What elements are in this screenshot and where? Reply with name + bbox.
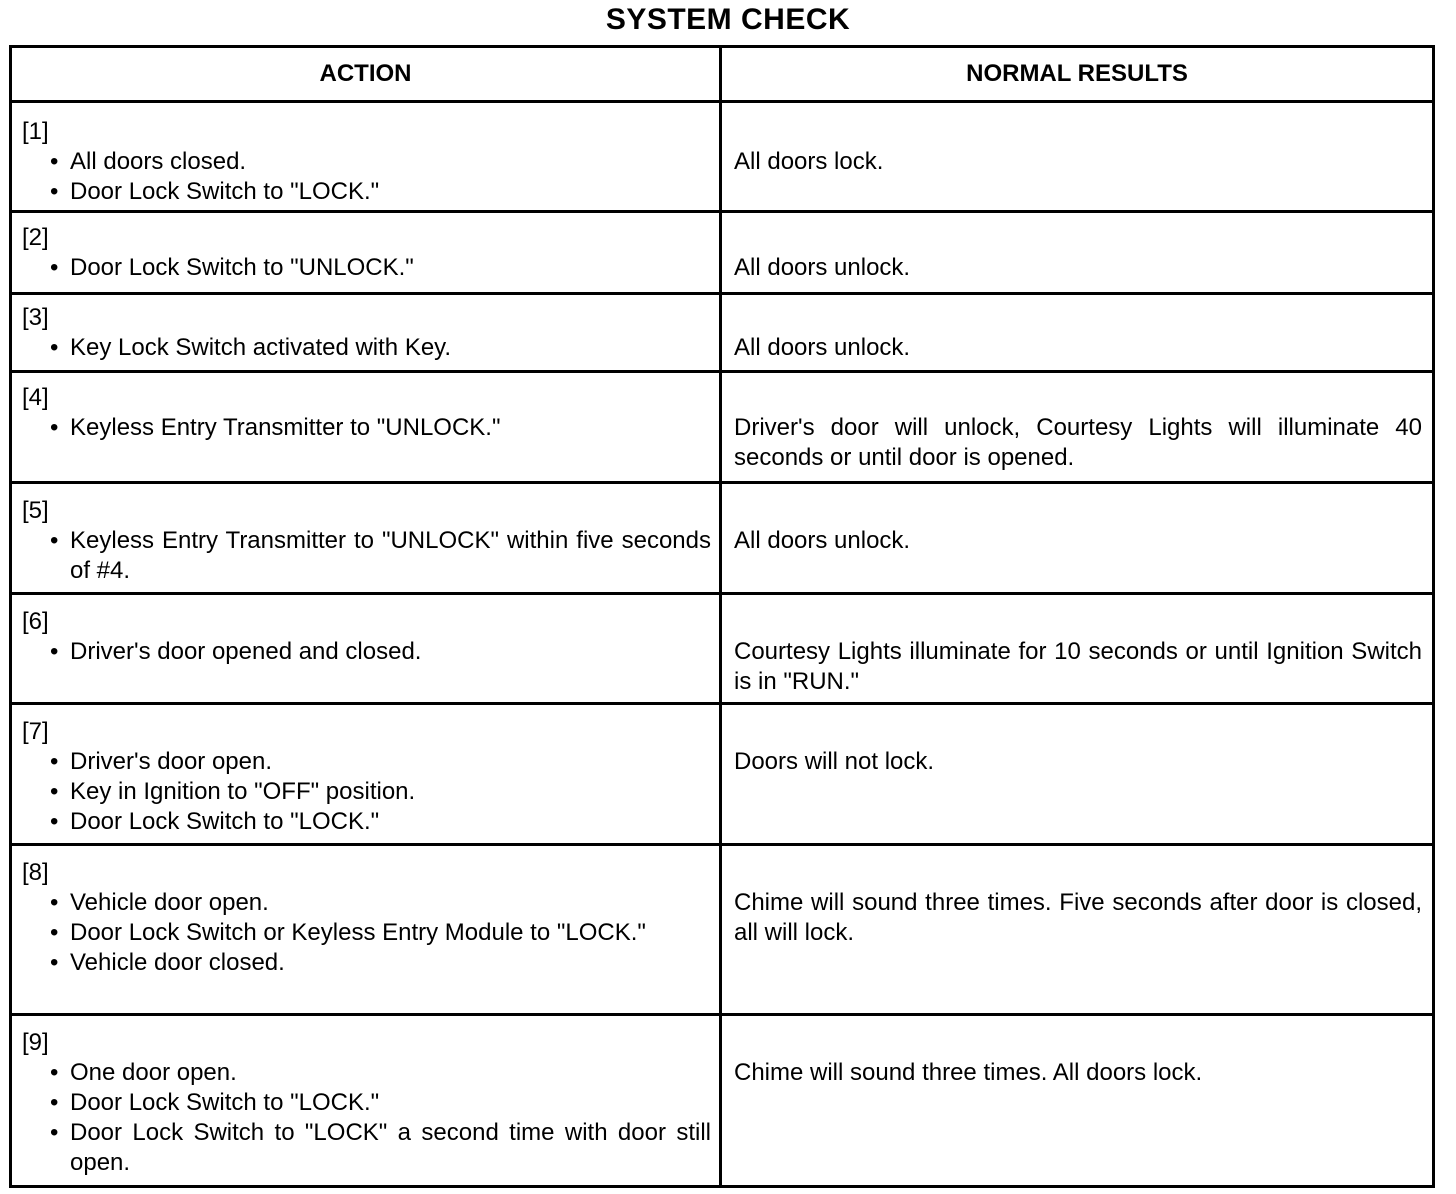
result-text: All doors lock. xyxy=(734,148,884,175)
result-cell xyxy=(722,213,1432,292)
result-cell xyxy=(722,484,1432,592)
action-list xyxy=(22,413,711,443)
action-item: • One door open. xyxy=(70,1058,711,1088)
result-cell xyxy=(722,846,1432,1013)
action-item: • Key Lock Switch activated with Key. xyxy=(70,333,711,363)
action-item: • Keyless Entry Transmitter to "UNLOCK." xyxy=(70,413,711,443)
action-item: • Door Lock Switch to "LOCK." xyxy=(70,177,711,207)
result-cell xyxy=(722,103,1432,210)
result-text: All doors unlock. xyxy=(734,334,911,361)
result-text: Courtesy Lights illuminate for 10 seconds or until Ignition Switch is in "RUN." xyxy=(734,638,1422,695)
action-cell xyxy=(12,705,722,843)
action-item: • Key in Ignition to "OFF" position. xyxy=(70,777,711,807)
result-text: Chime will sound three times. Five seconds after door is closed, all will lock. xyxy=(734,889,1422,946)
result-text: All doors unlock. xyxy=(734,254,911,281)
action-list xyxy=(22,1058,711,1178)
results-column-header: NORMAL RESULTS xyxy=(966,60,1188,87)
step-number: [6] xyxy=(22,608,49,635)
step-number: [8] xyxy=(22,859,49,886)
result-text: All doors unlock. xyxy=(734,527,911,554)
result-cell xyxy=(722,1016,1432,1185)
table-header-row xyxy=(12,48,1432,103)
action-cell xyxy=(12,595,722,702)
table-row xyxy=(12,705,1432,846)
step-number: [5] xyxy=(22,497,49,524)
action-list xyxy=(22,147,711,207)
action-cell xyxy=(12,373,722,481)
result-text: Chime will sound three times. All doors lock. xyxy=(734,1059,1203,1086)
result-text: Driver's door will unlock, Courtesy Lights will illuminate 40 seconds or until door is opened. xyxy=(734,414,1422,471)
action-item: • Door Lock Switch to "LOCK." xyxy=(70,1088,711,1118)
step-number: [1] xyxy=(22,118,49,145)
table-row xyxy=(12,595,1432,705)
result-cell xyxy=(722,705,1432,843)
action-column-header: ACTION xyxy=(12,48,722,100)
step-number: [7] xyxy=(22,718,49,745)
action-item: • All doors closed. xyxy=(70,147,711,177)
step-number: [2] xyxy=(22,224,49,251)
action-cell xyxy=(12,846,722,1013)
action-cell xyxy=(12,103,722,210)
action-item: • Keyless Entry Transmitter to "UNLOCK" within five seconds of #4. xyxy=(70,526,711,586)
action-list xyxy=(22,333,711,363)
table-row xyxy=(12,373,1432,484)
result-cell xyxy=(722,595,1432,702)
table-row xyxy=(12,846,1432,1016)
action-item: • Door Lock Switch to "LOCK" a second time with door still open. xyxy=(70,1118,711,1178)
table-row xyxy=(12,213,1432,295)
result-cell xyxy=(722,295,1432,370)
action-list xyxy=(22,888,711,978)
action-list xyxy=(22,747,711,837)
table-row xyxy=(12,103,1432,213)
action-cell xyxy=(12,484,722,592)
action-item: • Driver's door opened and closed. xyxy=(70,637,711,667)
action-cell xyxy=(12,213,722,292)
page-title: SYSTEM CHECK xyxy=(605,3,851,36)
action-cell xyxy=(12,295,722,370)
result-cell xyxy=(722,373,1432,481)
table-row xyxy=(12,484,1432,595)
action-item: • Driver's door open. xyxy=(70,747,711,777)
action-list xyxy=(22,253,711,283)
action-list xyxy=(22,526,711,586)
table-row xyxy=(12,295,1432,373)
action-item: • Door Lock Switch to "UNLOCK." xyxy=(70,253,711,283)
action-item: • Door Lock Switch or Keyless Entry Module to "LOCK." xyxy=(70,918,711,948)
step-number: [4] xyxy=(22,384,49,411)
step-number: [3] xyxy=(22,304,49,331)
action-item: • Vehicle door open. xyxy=(70,888,711,918)
action-cell xyxy=(12,1016,722,1185)
step-number: [9] xyxy=(22,1029,49,1056)
table-row xyxy=(12,1016,1432,1185)
action-item: • Vehicle door closed. xyxy=(70,948,711,978)
action-list xyxy=(22,637,711,667)
result-text: Doors will not lock. xyxy=(734,748,935,775)
system-check-table xyxy=(9,45,1435,1188)
action-item: • Door Lock Switch to "LOCK." xyxy=(70,807,711,837)
